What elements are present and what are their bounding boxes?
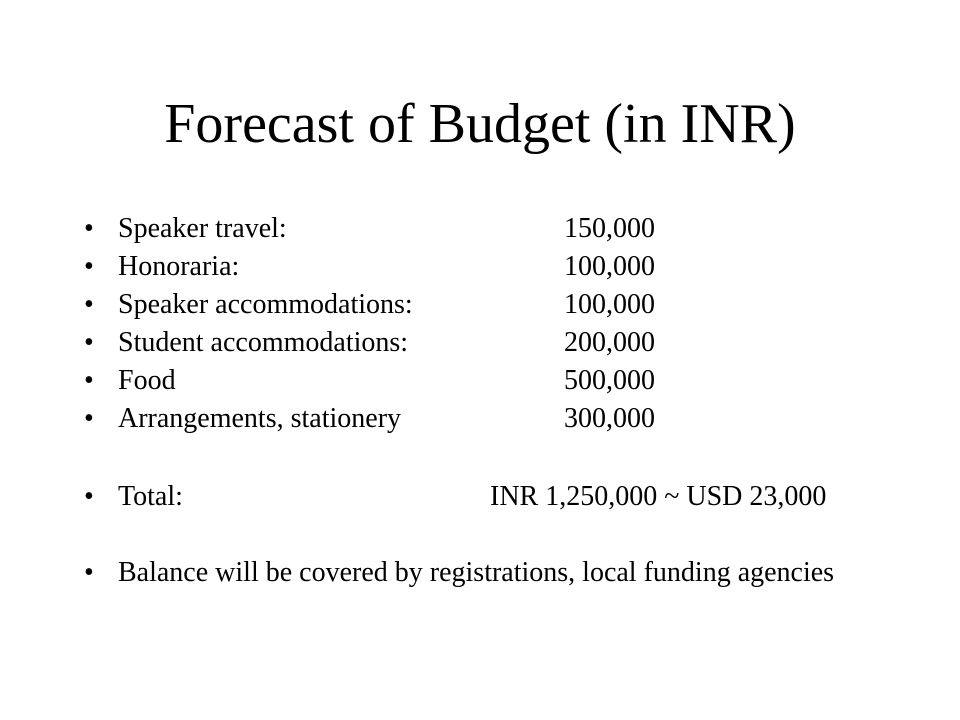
budget-item-amount: 100,000 [564,251,655,282]
budget-item-amount: 200,000 [564,327,655,358]
budget-item-label: Speaker travel: [118,213,287,244]
bullet-icon: • [84,213,94,244]
budget-note-text: Balance will be covered by registrations, local funding agencies [118,557,835,588]
bullet-icon: • [84,557,94,588]
budget-item-label: Honoraria: [118,251,240,282]
budget-total-label: Total: [118,481,183,512]
budget-item-label: Arrangements, stationery [118,403,402,434]
budget-item-amount: 500,000 [564,365,655,396]
budget-item-amount: 100,000 [564,289,655,320]
budget-item-label: Student accommodations: [118,327,409,358]
bullet-icon: • [84,481,94,512]
bullet-icon: • [84,365,94,396]
bullet-icon: • [84,251,94,282]
bullet-icon: • [84,327,94,358]
bullet-icon: • [84,403,94,434]
budget-total-amount: INR 1,250,000 ~ USD 23,000 [490,481,827,512]
budget-item-label: Food [118,365,176,396]
bullet-icon: • [84,289,94,320]
budget-item-amount: 300,000 [564,403,655,434]
slide-title: Forecast of Budget (in INR) [164,93,796,155]
budget-note [84,558,844,588]
budget-item-amount: 150,000 [564,213,655,244]
budget-item-label: Speaker accommodations: [118,289,413,320]
